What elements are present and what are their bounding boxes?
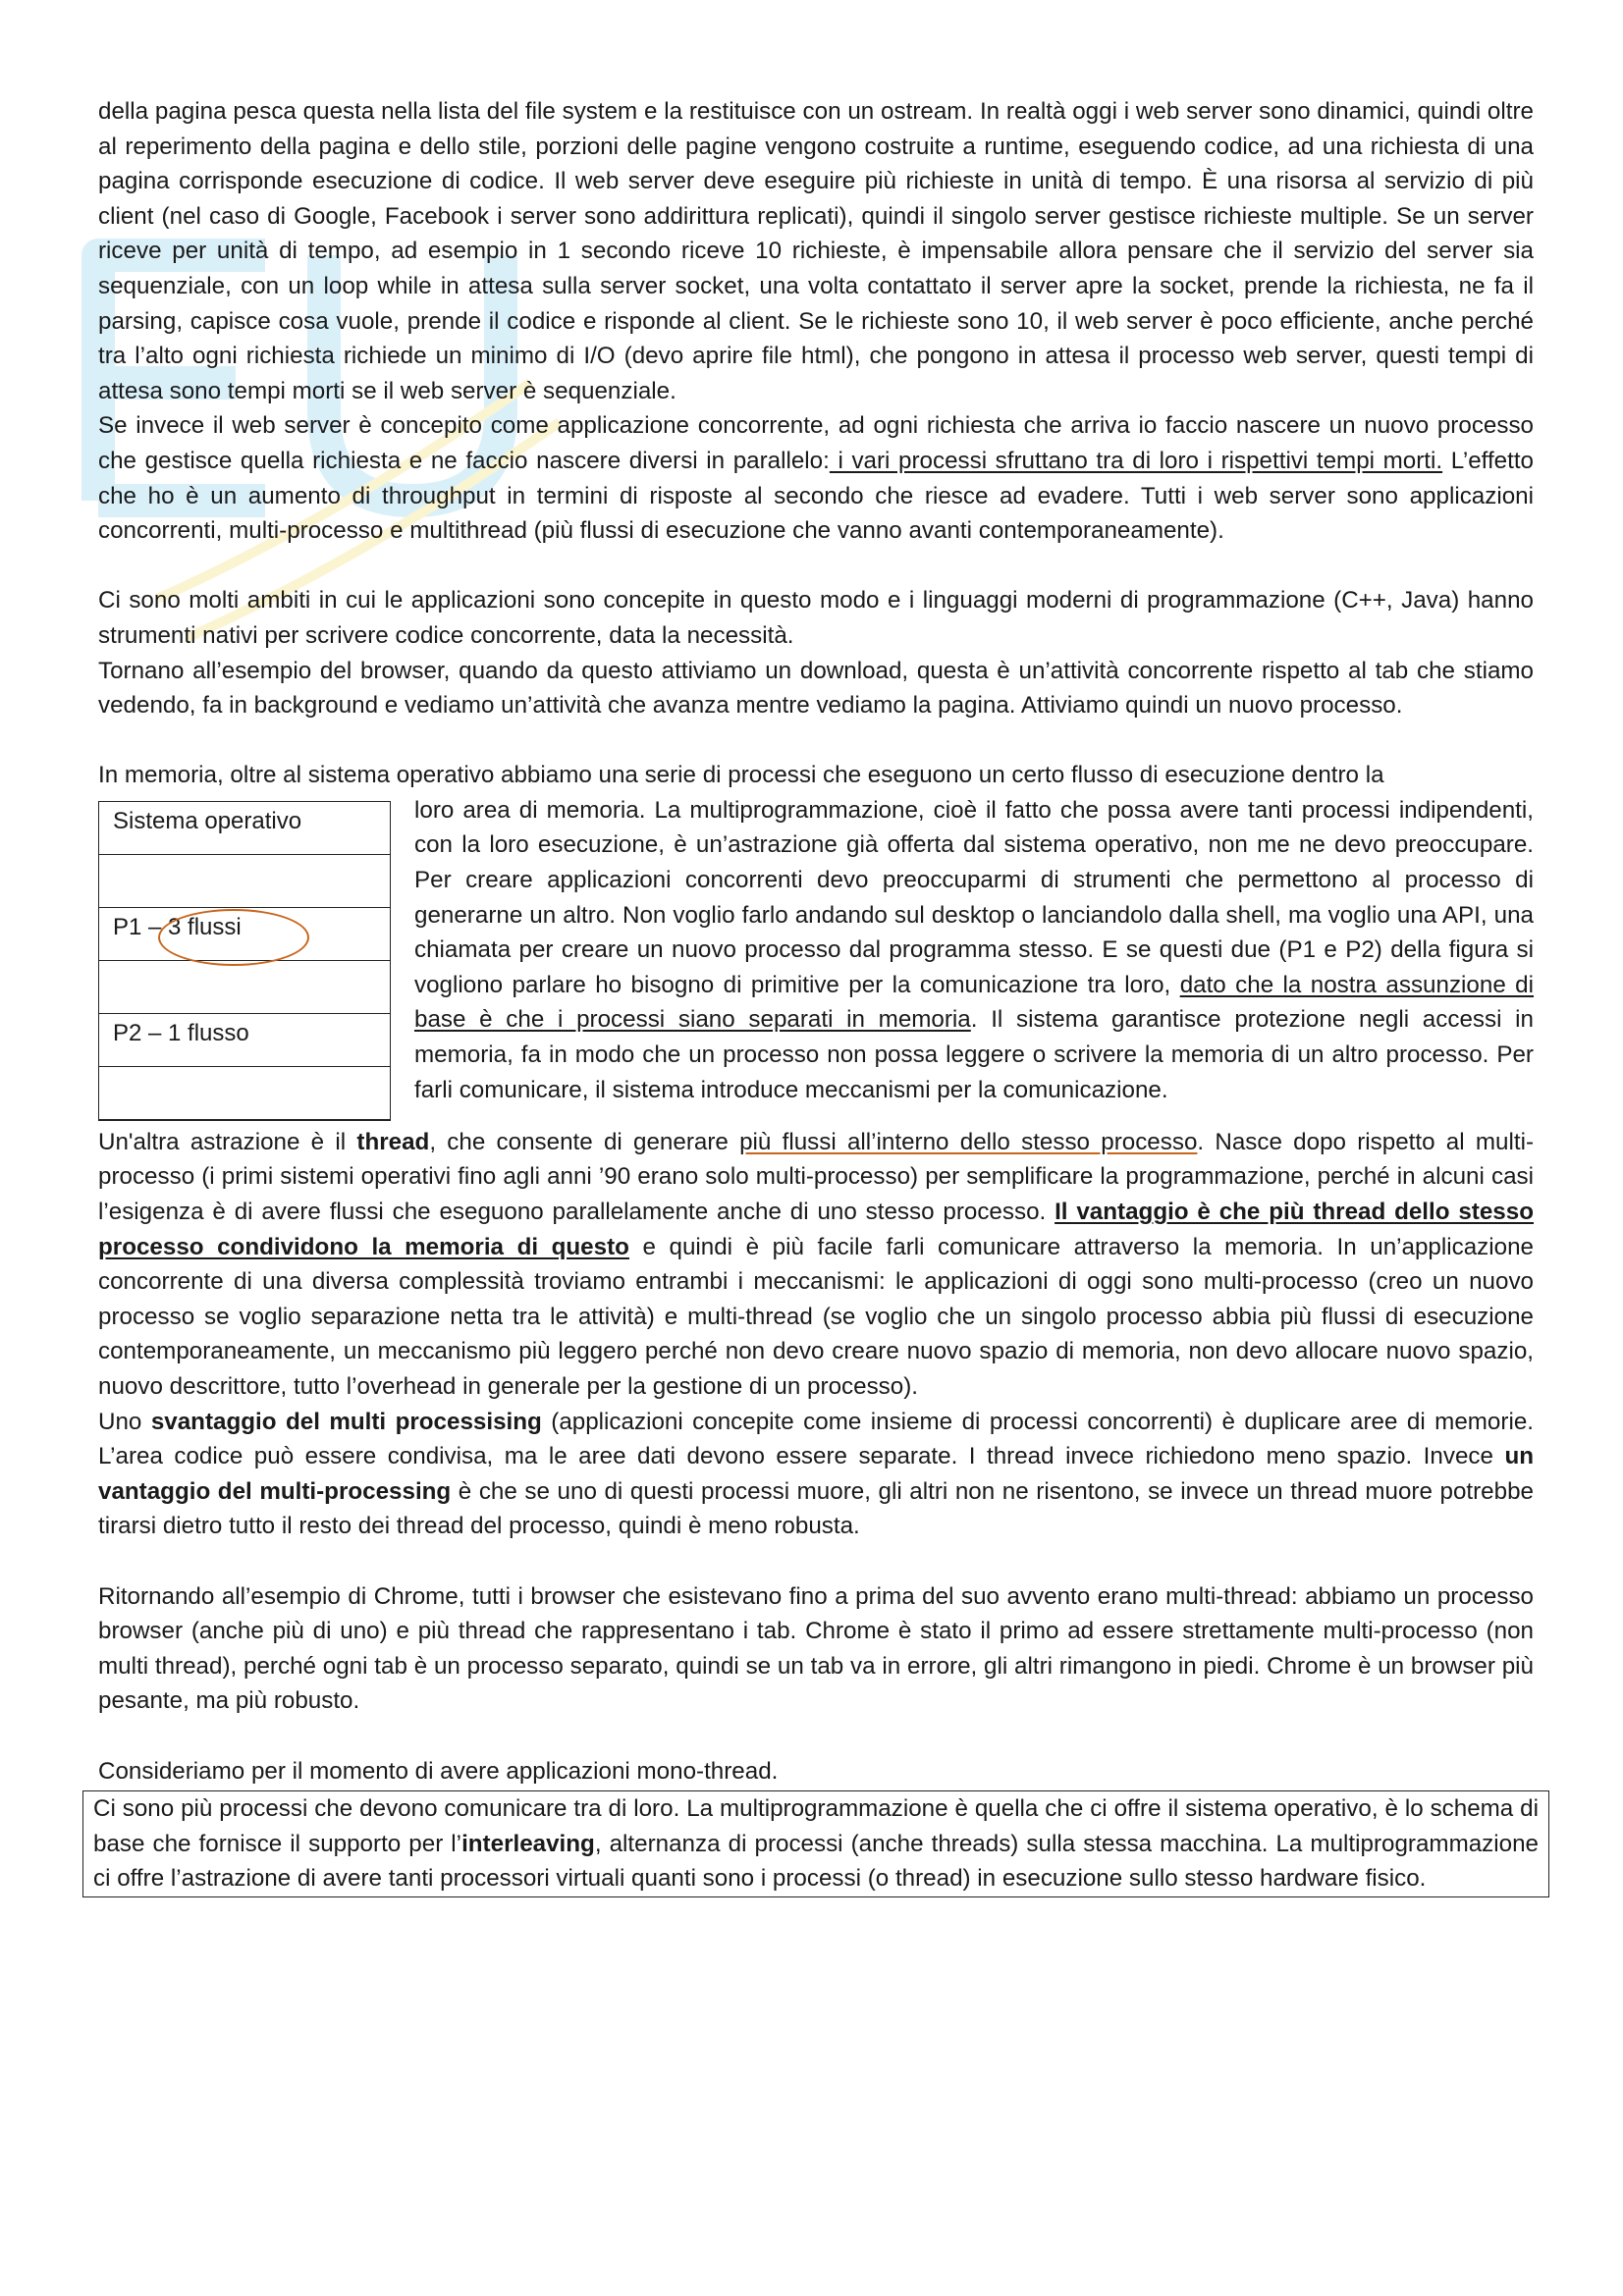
paragraph-thread (98, 1125, 1534, 1405)
p7-text-b: (applicazioni concepite come insieme di processi concorrenti) è duplicare aree di memorie. L’area codice può essere condivisa, ma le aree dati devono essere separate. I thread invece richiedono meno spazio. Invece (98, 1408, 1534, 1470)
memory-cell-p2: P2 – 1 flusso (99, 1014, 390, 1067)
memory-cell-empty (99, 1067, 390, 1120)
memory-cell-empty (99, 961, 390, 1014)
memory-cell-os: Sistema operativo (99, 802, 390, 855)
p6-bold-underlined: Il vantaggio è che più thread dello stesso processo condividono la memoria di questo (98, 1199, 1534, 1260)
document-page (93, 94, 1539, 1897)
memory-diagram (98, 801, 391, 1121)
p5-text-a: loro area di memoria. La multiprogrammazione, cioè il fatto che possa avere tanti processi indipendenti, con la loro esecuzione, è un’astrazione già offerta dal sistema operativo, non me ne devo preoccupare. Per creare applicazioni concorrenti devo preoccuparmi di strumenti che permettono al processo di generarne un altro. Non voglio farlo andando sul desktop o lanciandolo dalla shell, ma voglio una API, una chiamata per creare un nuovo processo dal programma stesso. E se questi due (P1 e P2) della figura si vogliono parlare ho bisogno di primitive per la comunicazione tra loro, (414, 796, 1534, 998)
paragraph-mono-thread: Consideriamo per il momento di avere applicazioni mono-thread. (98, 1757, 779, 1785)
p5-underlined: dato che la nostra assunzione di base è che i processi siano separati in memoria (414, 971, 1534, 1034)
paragraph-web-server-dynamic: della pagina pesca questa nella lista del file system e la restituisce con un ostream. In realtà oggi i web server sono dinamici, quindi oltre al reperimento della pagina e dello stile, porzioni delle pagine vengono costruite a runtime, eseguendo codice, ad una richiesta di una pagina corrisponde esecuzione di codice. Il web server deve eseguire più richieste in unità di tempo. È una risorsa al servizio di più client (nel caso di Google, Facebook i server sono addirittura replicati), quindi il singolo server gestisce richieste multiple. Se un server riceve per unità di tempo, ad esempio in 1 secondo riceve 10 richieste, è impensabile allora pensare che il servizio del server sia sequenziale, con un loop while in attesa sulla server socket, una volta contattato il server apre la socket, prende la richiesta, ne fa il parsing, capisce cosa vuole, prende il codice e risponde al client. Se le richieste sono 10, il web server è poco efficiente, anche perché tra l’alto ogni richiesta richiede un minimo di I/O (devo aprire file html), che pongono in attesa il processo web server, questi tempi di attesa sono tempi morti se il web server è sequenziale. (98, 98, 1534, 404)
p6-text-c: . Nasce dopo rispetto al multi-processo (i primi sistemi operativi fino agli anni ’90 erano solo multi-processo) per semplificare la programmazione, perché in alcuni casi l’esigenza è di avere flussi che eseguono parallelamente anche di uno stesso processo. (98, 1128, 1535, 1226)
p7-bold-1: svantaggio del multi processising (150, 1408, 542, 1435)
p2-text-a: Se invece il web server è concepito come applicazione concorrente, ad ogni richiesta che arriva io faccio nascere un nuovo processo che gestisce quella richiesta e ne faccio nascere diversi in parallelo: (98, 412, 1534, 474)
summary-box (82, 1790, 1549, 1897)
paragraph-memory-intro: In memoria, oltre al sistema operativo abbiamo una serie di processi che eseguono un certo flusso di esecuzione dentro la (98, 762, 1384, 789)
p7-text-c: è che se uno di questi processi muore, gli altri non ne risentono, se invece un thread muore potrebbe tirarsi dietro tutto il resto dei thread del processo, quindi è meno robusta. (98, 1477, 1534, 1540)
p6-underlined-orange: più flussi all’interno dello stesso processo (739, 1128, 1198, 1155)
p7-text-a: Uno (98, 1408, 151, 1435)
p6-text-a: Un'altra astrazione è il (98, 1128, 357, 1155)
p6-text-b: , che consente di generare (429, 1128, 740, 1155)
paragraph-browser-download: Tornano all’esempio del browser, quando da questo attiviamo un download, questa è un’attività concorrente rispetto al tab che stiamo vedendo, fa in background e vediamo un’attività che avanza mentre vediamo la pagina. Attiviamo quindi un nuovo processo. (98, 657, 1534, 720)
box-bold-interleaving: interleaving (461, 1830, 595, 1857)
p7-bold-2: un vantaggio del multi-processing (98, 1443, 1534, 1505)
memory-cell-empty (99, 855, 390, 908)
p2-underlined: i vari processi sfruttano tra di loro i rispettivi tempi morti. (829, 447, 1443, 474)
memory-cell-p1: P1 – 3 flussi (99, 908, 390, 961)
p2-text-b: L’effetto che ho è un aumento di throughput in termini di risposte al secondo che riesce ad evadere. Tutti i web server sono applicazioni concorrenti, multi-processo e multithread (più flussi di esecuzione che vanno avanti contemporaneamente). (98, 447, 1535, 545)
paragraph-modern-languages: Ci sono molti ambiti in cui le applicazioni sono concepite in questo modo e i linguaggi moderni di programmazione (C++, Java) hanno strumenti nativi per scrivere codice concorrente, data la necessità. (98, 587, 1534, 649)
memory-section (98, 793, 1534, 1125)
p5-text-b: . Il sistema garantisce protezione negli accessi in memoria, fa in modo che un processo non possa leggere o scrivere la memoria di un altro processo. Per farli comunicare, il sistema introduce meccanismi per la comunicazione. (414, 1006, 1534, 1103)
p6-thread-bold: thread (356, 1128, 430, 1155)
p6-text-d: e quindi è più facile farli comunicare attraverso la memoria. In un’applicazione concorrente di una diversa complessità troviamo entrambi i meccanismi: le applicazioni di oggi sono multi-processo (creo un nuovo processo se voglio separazione netta tra le attività) e multi-thread (se voglio che un singolo processo abbia più flussi di esecuzione contemporaneamente, un meccanismo più leggero perché non devo creare nuovo spazio di memoria, non devo allocare nuovo spazio, nuovo descrittore, tutto l’overhead in generale per la gestione di un processo). (98, 1233, 1535, 1401)
box-text-a: Ci sono più processi che devono comunicare tra di loro. La multiprogrammazione è quella che ci offre il sistema operativo, è lo schema di base che fornisce il supporto per l’ (93, 1795, 1539, 1857)
paragraph-concurrent-server (98, 408, 1534, 548)
summary-box-text (93, 1791, 1539, 1896)
paragraph-multiprocessing-tradeoffs (98, 1405, 1534, 1544)
box-text-b: , alternanza di processi (anche threads) sulla stessa macchina. La multiprogrammazione ci offre l’astrazione di avere tanti processori virtuali quanti sono i processi (o thread) in esecuzione sullo stesso hardware fisico. (93, 1830, 1539, 1893)
paragraph-chrome: Ritornando all’esempio di Chrome, tutti i browser che esistevano fino a prima del suo avvento erano multi-thread: abbiamo un processo browser (anche più di uno) e più thread che rappresentano i tab. Chrome è stato il primo ad essere strettamente multi-processo (non multi thread), perché ogni tab è un processo separato, quindi se un tab va in errore, gli altri rimangono in piedi. Chrome è un browser più pesante, ma più robusto. (98, 1582, 1534, 1715)
